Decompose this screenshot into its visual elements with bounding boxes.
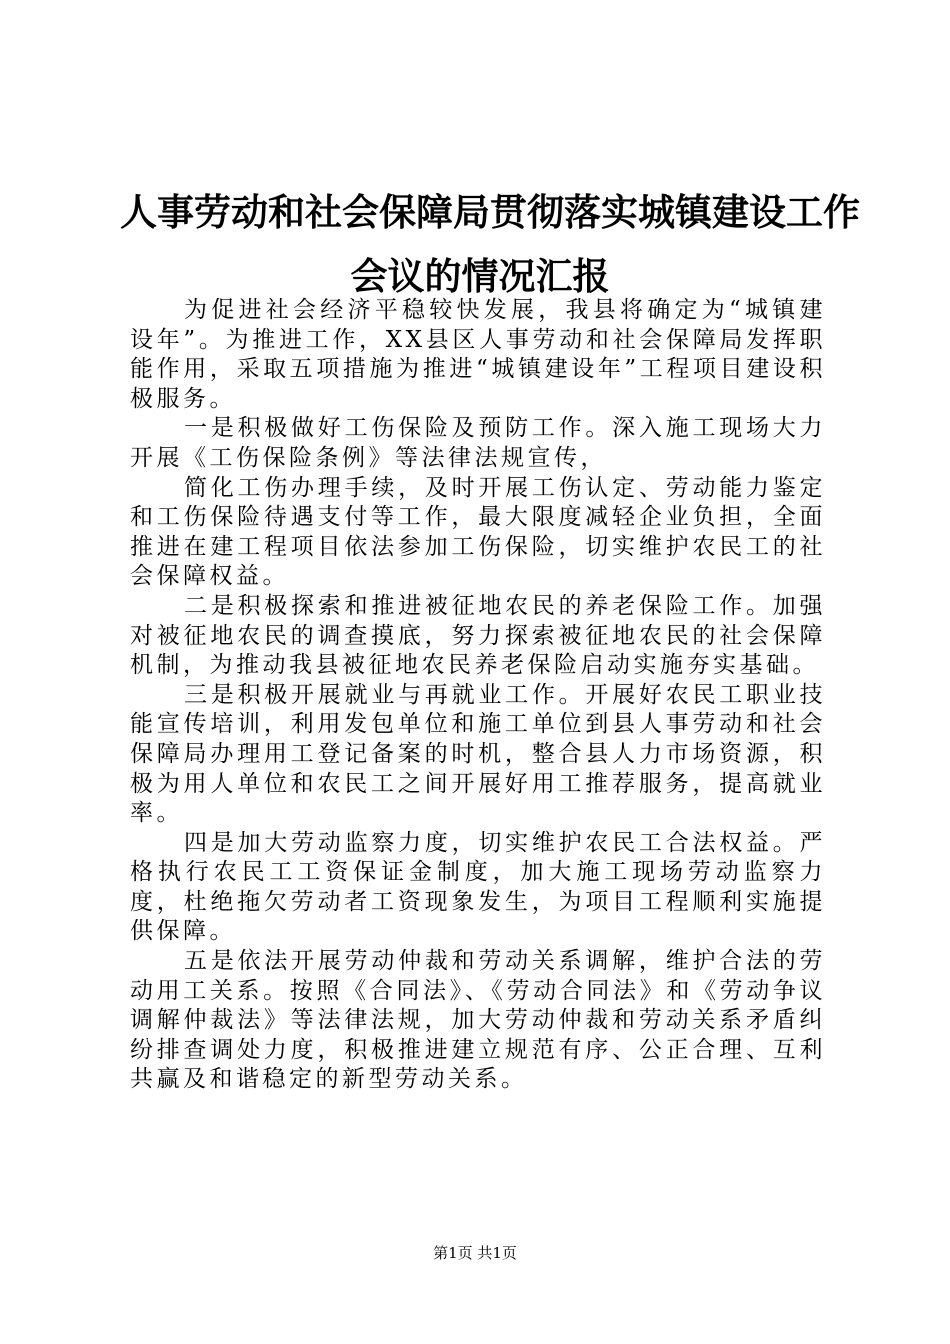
page-number-footer: 第1页 共1页 <box>433 1244 517 1262</box>
title-line-1: 人事劳动和社会保障局贯彻落实城镇建设工作 <box>120 190 860 234</box>
document-title <box>120 180 860 308</box>
paragraph-measure-2: 二是积极探索和推进被征地农民的养老保险工作。加强对被征地农民的调查摸底，努力探索被征地农民的社会保障机制，为推动我县被征地农民养老保险启动实施夯实基础。 <box>130 592 826 679</box>
document-body <box>130 296 826 1095</box>
paragraph-measure-5: 五是依法开展劳动仲裁和劳动关系调解，维护合法的劳动用工关系。按照《合同法》、《劳动合同法》和《劳动争议调解仲裁法》等法律法规，加大劳动仲裁和劳动关系矛盾纠纷排查调处力度，积极推进建立规范有序、公正合理、互利共赢及和谐稳定的新型劳动关系。 <box>130 948 826 1093</box>
paragraph-intro: 为促进社会经济平稳较快发展，我县将确定为“城镇建设年”。为推进工作，XX县区人事劳动和社会保障局发挥职能作用，采取五项措施为推进“城镇建设年”工程项目建设积极服务。 <box>130 297 826 412</box>
paragraph-measure-1: 一是积极做好工伤保险及预防工作。深入施工现场大力开展《工伤保险条例》等法律法规宣传， <box>130 415 826 471</box>
paragraph-measure-1-cont: 简化工伤办理手续，及时开展工伤认定、劳动能力鉴定和工伤保险待遇支付等工作，最大限度减轻企业负担，全面推进在建工程项目依法参加工伤保险，切实维护农民工的社会保障权益。 <box>130 474 826 590</box>
paragraph-measure-4: 四是加大劳动监察力度，切实维护农民工合法权益。严格执行农民工工资保证金制度，加大施工现场劳动监察力度，杜绝拖欠劳动者工资现象发生，为项目工程顺利实施提供保障。 <box>130 829 826 945</box>
paragraph-measure-3: 三是积极开展就业与再就业工作。开展好农民工职业技能宣传培训，利用发包单位和施工单位到县人事劳动和社会保障局办理用工登记备案的时机，整合县人力市场资源，积极为用人单位和农民工之间开展好用工推荐服务，提高就业率。 <box>130 681 826 827</box>
title-line-2: 会议的情况汇报 <box>350 254 610 298</box>
